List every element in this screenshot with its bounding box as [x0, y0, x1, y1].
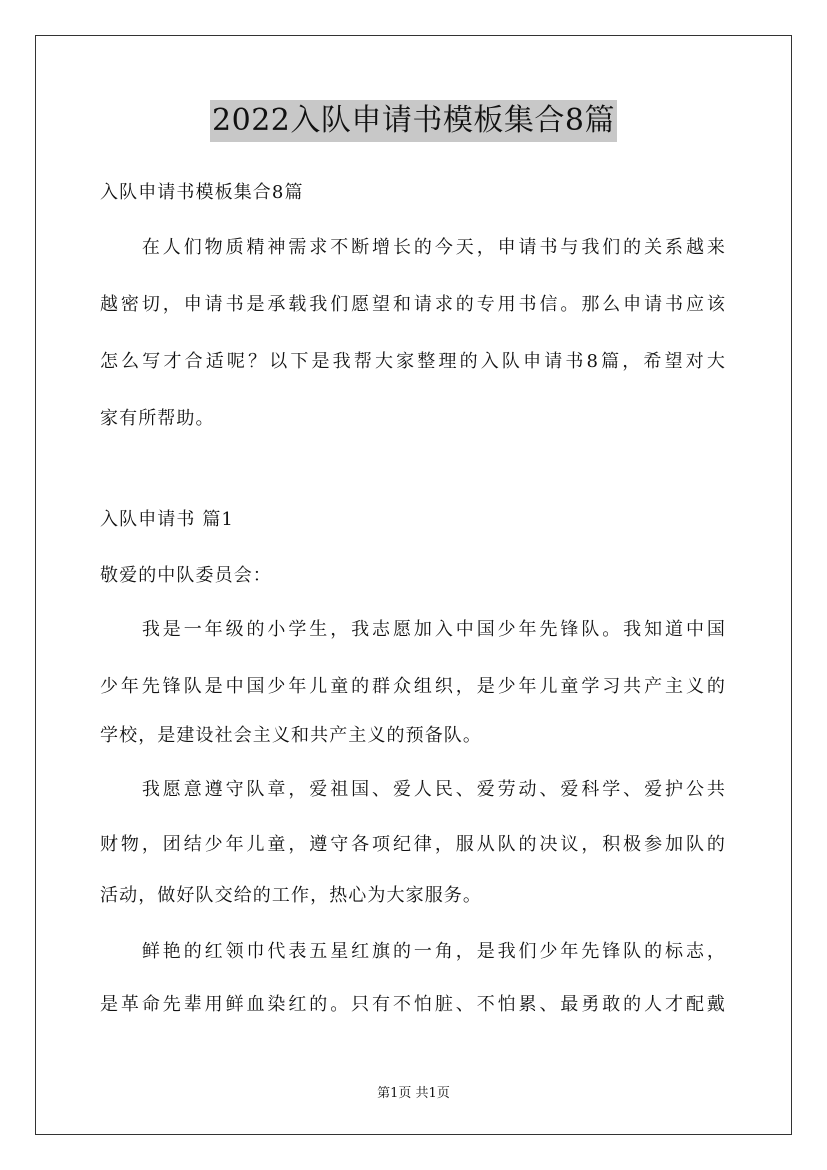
salutation-line: 敬爱的中队委员会： [100, 565, 272, 586]
paragraph-line: 财物，团结少年儿童，遵守各项纪律，服从队的决议，积极参加队的 [100, 834, 726, 855]
paragraph-line: 在人们物质精神需求不断增长的今天，申请书与我们的关系越来 [100, 237, 726, 258]
paragraph-line: 鲜艳的红领巾代表五星红旗的一角，是我们少年先锋队的标志， [100, 941, 726, 962]
paragraph-line: 越密切，申请书是承载我们愿望和请求的专用书信。那么申请书应该 [100, 294, 726, 315]
paragraph-line: 学校，是建设社会主义和共产主义的预备队。 [100, 725, 482, 746]
paragraph-line: 活动，做好队交给的工作，热心为大家服务。 [100, 885, 482, 906]
paragraph-line: 我是一年级的小学生，我志愿加入中国少年先锋队。我知道中国 [100, 619, 726, 640]
document-title-wrap [0, 100, 827, 142]
paragraph-line: 我愿意遵守队章，爱祖国、爱人民、爱劳动、爱科学、爱护公共 [100, 779, 726, 800]
paragraph-line: 家有所帮助。 [100, 408, 215, 429]
paragraph-line: 是革命先辈用鲜血染红的。只有不怕脏、不怕累、最勇敢的人才配戴 [100, 994, 726, 1015]
paragraph-line: 少年先锋队是中国少年儿童的群众组织，是少年儿童学习共产主义的 [100, 676, 726, 697]
paragraph-line: 怎么写才合适呢？以下是我帮大家整理的入队申请书8篇，希望对大 [100, 351, 726, 372]
document-title: 2022入队申请书模板集合8篇 [210, 100, 617, 142]
section-heading: 入队申请书 篇1 [100, 509, 234, 530]
page-footer: 第1页 共1页 [377, 1086, 450, 1101]
subtitle-line: 入队申请书模板集合8篇 [100, 182, 304, 203]
